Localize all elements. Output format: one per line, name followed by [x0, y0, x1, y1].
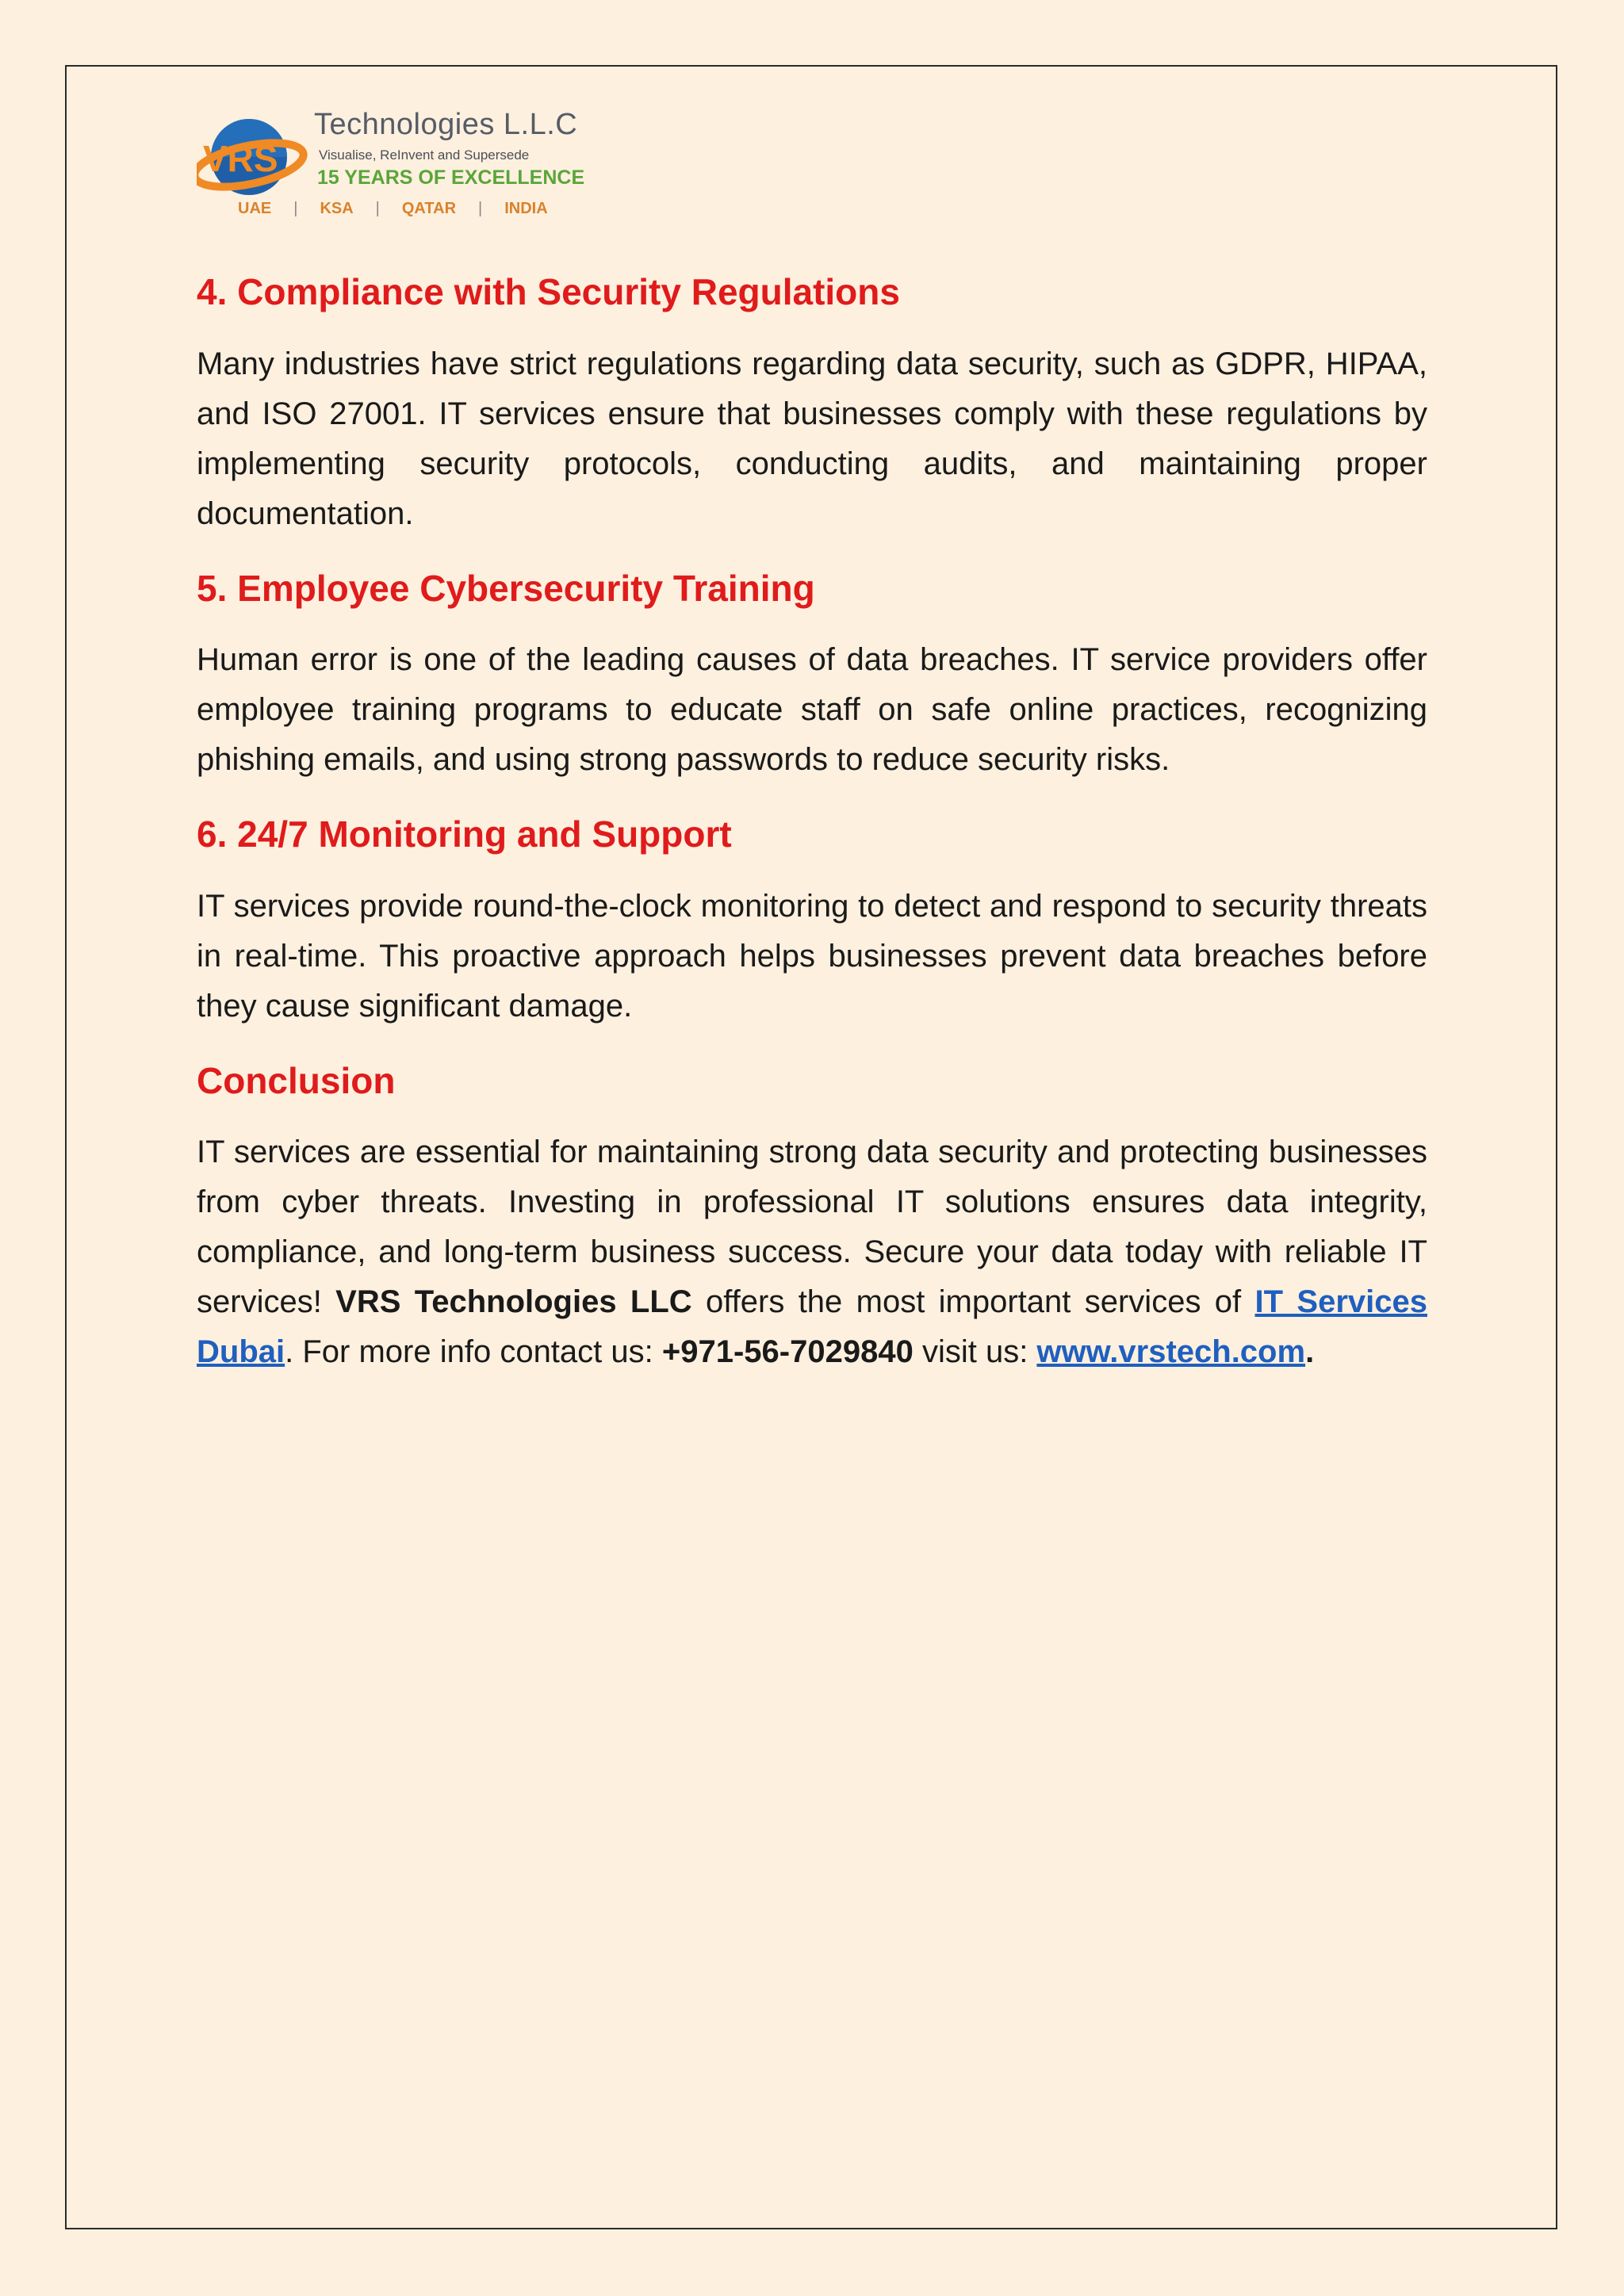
logo-monogram: VRS [203, 138, 278, 179]
region-ksa: KSA [320, 200, 354, 217]
phone-number: +971-56-7029840 [661, 1334, 914, 1369]
section-heading: 4. Compliance with Security Regulations [197, 271, 900, 312]
company-logo [197, 108, 609, 227]
section-body: Human error is one of the leading causes of data breaches. IT service providers offer employee training programs to educate staff on safe online practices, recognizing phishing emails, and using strong passwords to reduce security risks. [197, 642, 1427, 777]
conclusion-text: visit us: [913, 1334, 1037, 1369]
logo-regions: UAE | KSA | QATAR | INDIA [238, 200, 548, 217]
section-heading: 6. 24/7 Monitoring and Support [197, 813, 732, 855]
logo-excellence: 15 YEARS OF EXCELLENCE [317, 166, 585, 189]
it-services-dubai-link[interactable]: IT Services Dubai [197, 1284, 1427, 1369]
conclusion-text: . For more info contact us: [285, 1334, 662, 1369]
logo-company-name: Technologies L.L.C [314, 108, 578, 141]
conclusion-heading: Conclusion [197, 1059, 396, 1101]
section-heading: 5. Employee Cybersecurity Training [197, 567, 815, 609]
conclusion-period: . [1305, 1334, 1315, 1369]
logo-tagline: Visualise, ReInvent and Supersede [319, 147, 530, 163]
conclusion-text: offers the most important services of [691, 1284, 1255, 1319]
conclusion-body [197, 1127, 1427, 1377]
region-uae: UAE [238, 200, 272, 217]
document-content [197, 270, 1427, 1377]
region-india: INDIA [504, 200, 548, 217]
company-name: VRS Technologies LLC [335, 1284, 692, 1319]
vrs-globe-icon [197, 108, 316, 203]
section-body: IT services provide round-the-clock monitoring to detect and respond to security threats in real-time. This proactive approach helps businesses prevent data breaches before they cause significant damage. [197, 888, 1427, 1024]
conclusion-text: IT services are essential for maintaining strong data security and protecting businesses from cyber threats. Investing in professional IT solutions ensures data integrity, compliance, and long-term business success. Secure your data today with reliable IT services! [197, 1135, 1427, 1319]
website-link[interactable]: www.vrstech.com [1036, 1334, 1306, 1369]
region-qatar: QATAR [401, 200, 457, 217]
section-body: Many industries have strict regulations regarding data security, such as GDPR, HIPAA, and ISO 27001. IT services ensure that businesses comply with these regulations by implementing security protocols, conducting audits, and maintaining proper documentation. [197, 346, 1427, 531]
